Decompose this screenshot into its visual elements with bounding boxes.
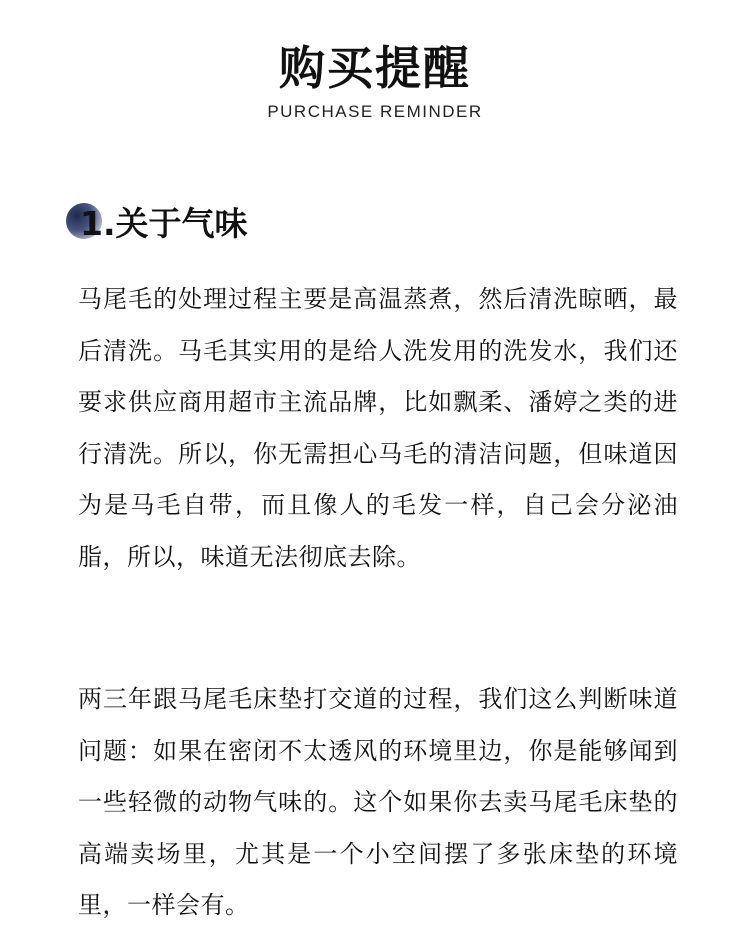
page-subtitle: PURCHASE REMINDER [267, 102, 483, 121]
page-title: 购买提醒 [279, 41, 471, 95]
paragraph-odor-judgement: 两三年跟马尾毛床垫打交道的过程，我们这么判断味道问题：如果在密闭不太透风的环境里边，你是能够闻到一些轻微的动物气味的。这个如果你去卖马尾毛床垫的高端卖场里，尤其是一个小空间摆了多张床垫的环境里，一样会有。 [78, 685, 678, 920]
paragraph-odor-processing: 马尾毛的处理过程主要是高温蒸煮，然后清洗晾晒，最后清洗。马毛其实用的是给人洗发用的洗发水，我们还要求供应商用超市主流品牌，比如飘柔、潘婷之类的进行清洗。所以，你无需担心马毛的清洁问题，但味道因为是马毛自带，而且像人的毛发一样，自己会分泌油脂，所以，味道无法彻底去除。 [78, 285, 678, 571]
section-heading: 1.关于气味 [80, 204, 248, 243]
